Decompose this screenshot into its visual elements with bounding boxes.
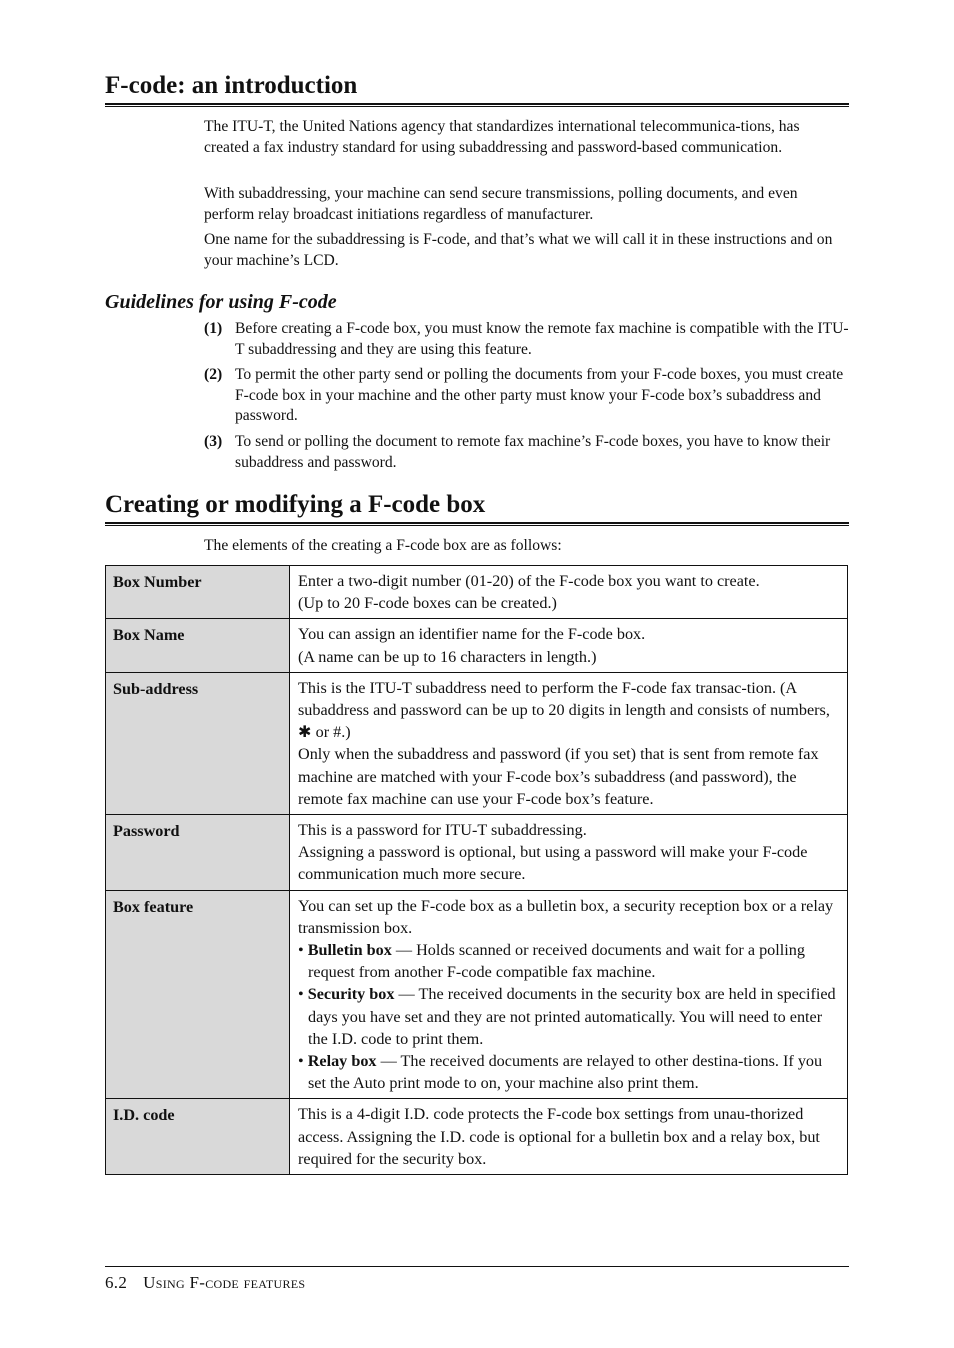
description-line: (A name can be up to 16 characters in length.) (298, 647, 597, 666)
bullet-term: Bulletin box (307, 941, 392, 960)
list-number: (2) (204, 366, 223, 383)
bullet-item: • Bulletin box — Holds scanned or received documents and wait for a polling request from another F-code compatible fax machine. (298, 941, 805, 982)
description-line: Enter a two-digit number (01-20) of the F-code box you want to create. (298, 572, 760, 590)
intro-paragraph-2: With subaddressing, your machine can send secure transmissions, polling documents, and even perform relay broadcast initiations regardless of manufacturer. (204, 185, 798, 223)
table-row (106, 815, 848, 891)
description-line: Only when the subaddress and password (if you set) that is sent from remote fax machine are matched with your F-code box’s subaddress (and password), the remote fax machine can use your F-code box’s feature. (298, 745, 819, 808)
row-label: Box Name (106, 619, 290, 672)
description-line: This is the ITU-T subaddress need to perform the F-code fax transac-tion. (A subaddress and password can be up to 20 digits in length and consists of numbers, ✱ or #.) (298, 678, 830, 742)
title-rule (105, 522, 849, 526)
section-title-creating: Creating or modifying a F-code box (105, 491, 486, 518)
footer-section-name: Using F-code features (143, 1273, 306, 1292)
description-line: You can set up the F-code box as a bulletin box, a security reception box or a relay transmission box. (298, 896, 834, 937)
row-label: Box Number (106, 566, 290, 619)
row-label: Password (106, 815, 290, 891)
bullet-item: • Security box — The received documents in the security box are held in specified days you have set and they are not printed automatically. You will need to enter the I.D. code to print them. (298, 985, 836, 1048)
list-text: Before creating a F-code box, you must know the remote fax machine is compatible with the ITU-T subaddressing and they are using this feature. (235, 320, 849, 358)
list-text: To permit the other party send or polling the documents from your F-code boxes, you must create F-code box in your machine and the other party must know your F-code box’s subaddress and password. (235, 366, 844, 424)
table-row (106, 566, 848, 619)
row-description (290, 672, 848, 814)
intro-paragraph-1: The ITU-T, the United Nations agency that standardizes international telecommunica-tions, has created a fax industry standard for using subaddressing and password-based communication. (204, 118, 800, 156)
list-item (204, 319, 852, 360)
row-description (290, 619, 848, 672)
description-line: You can assign an identifier name for the F-code box. (298, 625, 646, 644)
bullet-text: — The received documents in the security box are held in specified days you have set and they are not printed automatically. You will need to enter the I.D. code to print them. (308, 985, 836, 1048)
title-rule (105, 103, 849, 107)
list-text: To send or polling the document to remote fax machine’s F-code boxes, you have to know their subaddress and password. (235, 433, 831, 471)
table-row (106, 619, 848, 672)
list-number: (3) (204, 433, 223, 450)
table-intro-text: The elements of the creating a F-code box are as follows: (204, 537, 562, 554)
list-number: (1) (204, 320, 223, 337)
row-label: Box feature (106, 890, 290, 1099)
footer-rule (105, 1266, 849, 1267)
table-row (106, 890, 848, 1099)
row-description (290, 566, 848, 619)
description-line: This is a 4-digit I.D. code protects the F-code box settings from unau-thorized access. Assigning the I.D. code is optional for a bulletin box and a relay box, but required for the security box. (298, 1105, 820, 1168)
description-line: Assigning a password is optional, but using a password will make your F-code communication much more secure. (298, 843, 808, 884)
list-item (204, 365, 852, 427)
guidelines-heading: Guidelines for using F-code (105, 291, 337, 313)
bullet-text: — The received documents are relayed to other destina-tions. If you set the Auto print mode to on, your machine also print them. (308, 1052, 823, 1093)
row-label: Sub-address (106, 672, 290, 814)
row-description (290, 1099, 848, 1175)
table-row (106, 672, 848, 814)
table-row (106, 1099, 848, 1175)
page-footer (105, 1272, 305, 1294)
fcode-elements-table (105, 565, 848, 1175)
row-description (290, 890, 848, 1099)
list-item (204, 432, 852, 473)
row-description (290, 815, 848, 891)
section-title-introduction: F-code: an introduction (105, 72, 358, 99)
description-line: (Up to 20 F-code boxes can be created.) (298, 594, 557, 613)
bullet-text: — Holds scanned or received documents and wait for a polling request from another F-code compatible fax machine. (308, 941, 805, 982)
intro-paragraph-3: One name for the subaddressing is F-code, and that’s what we will call it in these instructions and on your machine’s LCD. (204, 231, 833, 269)
page-number: 6.2 (105, 1273, 128, 1292)
bullet-term: Relay box (307, 1052, 377, 1071)
row-label: I.D. code (106, 1099, 290, 1175)
description-line: This is a password for ITU-T subaddressing. (298, 821, 587, 840)
bullet-item: • Relay box — The received documents are relayed to other destina-tions. If you set the Auto print mode to on, your machine also print them. (298, 1052, 823, 1093)
bullet-term: Security box (307, 985, 395, 1004)
